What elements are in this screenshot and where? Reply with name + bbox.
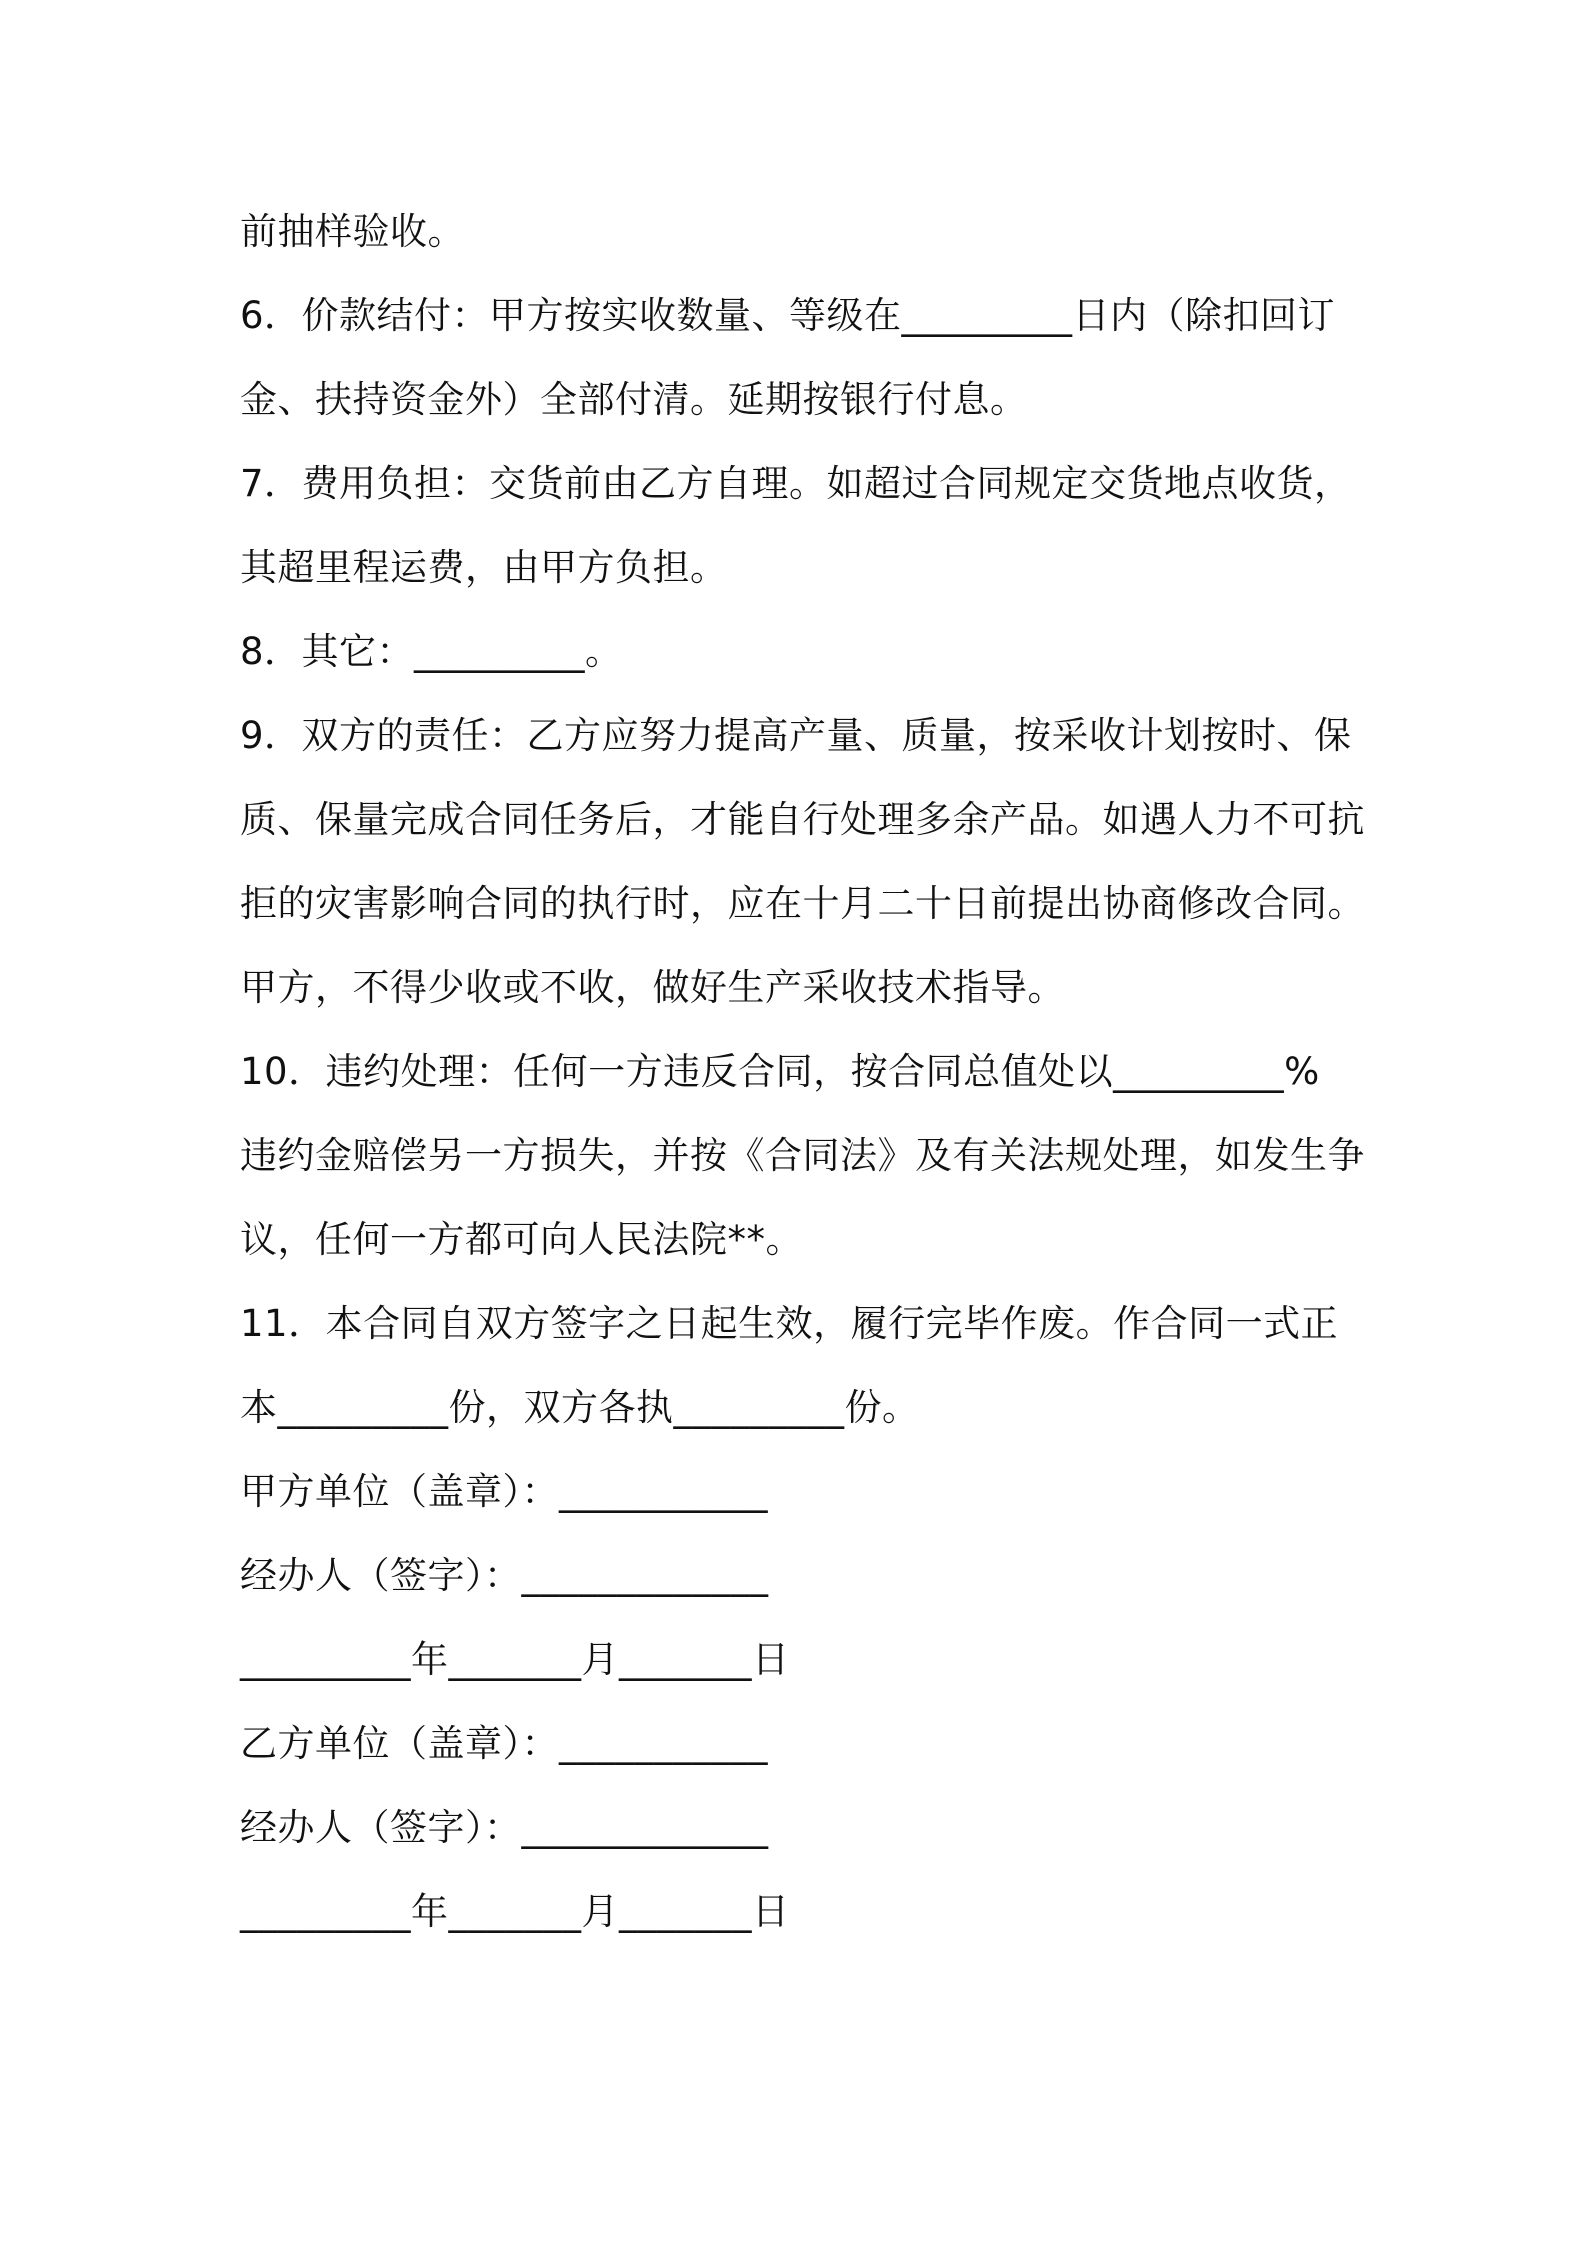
party-b-date-line: _________年_______月_______日	[240, 1890, 790, 1933]
text-line: 6．价款结付：甲方按实收数量、等级在_________日内（除扣回订	[240, 294, 1336, 337]
text-line: 7．费用负担：交货前由乙方自理。如超过合同规定交货地点收货，	[240, 462, 1352, 505]
text-line: 拒的灾害影响合同的执行时，应在十月二十日前提出协商修改合同。	[240, 882, 1365, 925]
text-line: 本_________份，双方各执_________份。	[240, 1386, 920, 1429]
text-line: 8．其它：_________。	[240, 630, 623, 673]
text-line: 10．违约处理：任何一方违反合同，按合同总值处以_________%	[240, 1050, 1320, 1093]
party-b-handler-line: 经办人（签字）：_____________	[240, 1806, 769, 1849]
text-line: 金、扶持资金外）全部付清。延期按银行付息。	[240, 378, 1028, 421]
party-a-unit-line: 甲方单位（盖章）：___________	[240, 1470, 768, 1513]
text-line: 前抽样验收。	[240, 210, 465, 253]
document-page	[240, 190, 1365, 1954]
text-line: 11．本合同自双方签字之日起生效，履行完毕作废。作合同一式正	[240, 1302, 1339, 1345]
party-a-handler-line: 经办人（签字）：_____________	[240, 1554, 769, 1597]
text-line: 甲方，不得少收或不收，做好生产采收技术指导。	[240, 966, 1065, 1009]
text-line: 质、保量完成合同任务后，才能自行处理多余产品。如遇人力不可抗	[240, 798, 1365, 841]
party-b-unit-line: 乙方单位（盖章）：___________	[240, 1722, 768, 1765]
text-line: 违约金赔偿另一方损失，并按《合同法》及有关法规处理，如发生争	[240, 1134, 1365, 1177]
text-line: 9．双方的责任：乙方应努力提高产量、质量，按采收计划按时、保	[240, 714, 1352, 757]
text-line: 其超里程运费，由甲方负担。	[240, 546, 728, 589]
text-line: 议，任何一方都可向人民法院**。	[240, 1218, 803, 1261]
party-a-date-line: _________年_______月_______日	[240, 1638, 790, 1681]
